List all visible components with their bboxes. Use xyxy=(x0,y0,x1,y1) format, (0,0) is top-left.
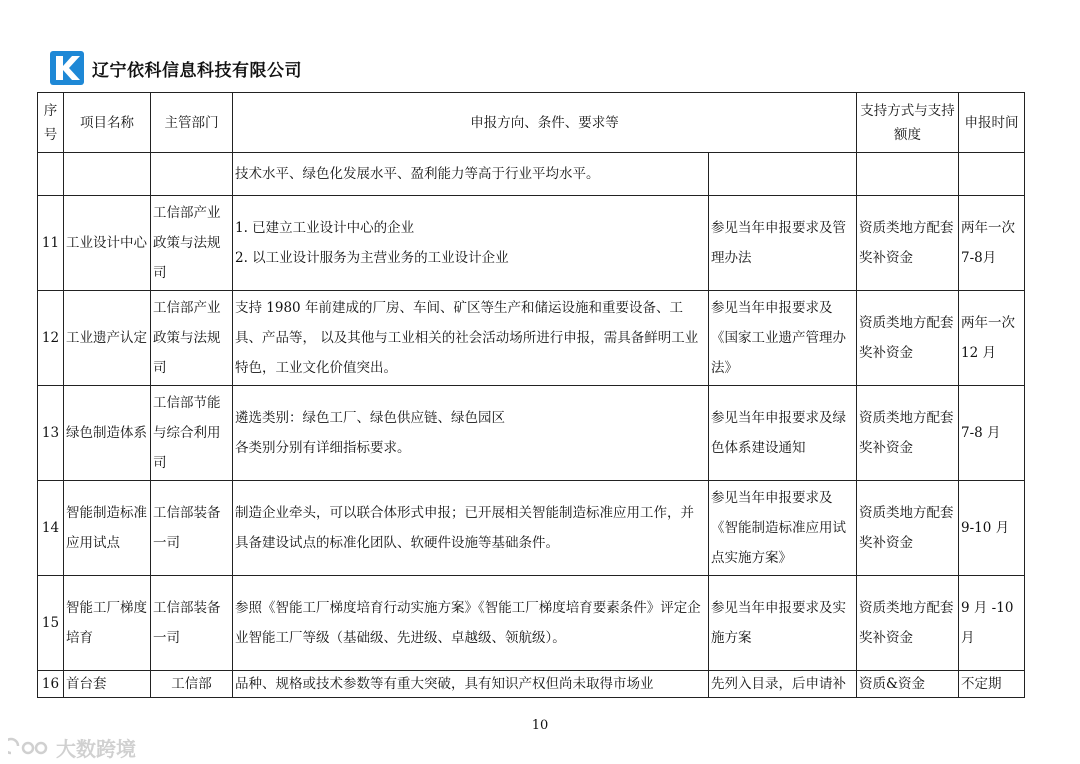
cell-requirements: 支持 1980 年前建成的厂房、车间、矿区等生产和储运设施和重要设备、工具、产品等， 以及其他与工业相关的社会活动场所进行申报，需具备鲜明工业特色，工业文化价值突出。 xyxy=(233,291,709,386)
cell-name: 工业遗产认定 xyxy=(64,291,151,386)
cell-name: 智能制造标准应用试点 xyxy=(64,481,151,576)
watermark-logo-icon xyxy=(8,737,52,759)
header-requirements: 申报方向、条件、要求等 xyxy=(233,93,857,153)
cell-support: 资质类地方配套奖补资金 xyxy=(857,196,959,291)
cell-seq: 13 xyxy=(38,386,64,481)
cell-basis: 先列入目录，后申请补 xyxy=(709,671,857,698)
cell-time: 7-8 月 xyxy=(959,386,1025,481)
requirement-line: 各类别分别有详细指标要求。 xyxy=(235,440,411,456)
header-name: 项目名称 xyxy=(64,93,151,153)
cell-basis: 参见当年申报要求及管理办法 xyxy=(709,196,857,291)
cell-name: 智能工厂梯度培育 xyxy=(64,576,151,671)
cell-requirements xyxy=(233,386,709,481)
cell-time: 两年一次12 月 xyxy=(959,291,1025,386)
cell-support: 资质类地方配套奖补资金 xyxy=(857,291,959,386)
cell-time: 两年一次7-8月 xyxy=(959,196,1025,291)
table-row xyxy=(38,196,1025,291)
cell-support: 资质类地方配套奖补资金 xyxy=(857,481,959,576)
table-row xyxy=(38,153,1025,196)
cell-support: 资质&资金 xyxy=(857,671,959,698)
header-dept: 主管部门 xyxy=(151,93,233,153)
header-seq: 序号 xyxy=(38,93,64,153)
cell-dept: 工信部产业政策与法规司 xyxy=(151,196,233,291)
cell-dept: 工信部产业政策与法规司 xyxy=(151,291,233,386)
cell-name: 工业设计中心 xyxy=(64,196,151,291)
header-support: 支持方式与支持额度 xyxy=(857,93,959,153)
cell-seq: 15 xyxy=(38,576,64,671)
cell-basis: 参见当年申报要求及《智能制造标准应用试点实施方案》 xyxy=(709,481,857,576)
cell-basis: 参见当年申报要求及《国家工业遗产管理办法》 xyxy=(709,291,857,386)
cell-seq: 16 xyxy=(38,671,64,698)
project-table xyxy=(37,92,1025,698)
cell-time: 不定期 xyxy=(959,671,1025,698)
cell-name: 绿色制造体系 xyxy=(64,386,151,481)
cell-time: 9 月 -10 月 xyxy=(959,576,1025,671)
table-row xyxy=(38,481,1025,576)
cell-dept: 工信部装备一司 xyxy=(151,481,233,576)
company-logo-icon xyxy=(50,51,84,85)
requirement-line: 2. 以工业设计服务为主营业务的工业设计企业 xyxy=(235,250,509,266)
cell-requirements: 品种、规格或技术参数等有重大突破，具有知识产权但尚未取得市场业 xyxy=(233,671,709,698)
requirement-line: 1. 已建立工业设计中心的企业 xyxy=(235,220,415,236)
cell-name: 首台套 xyxy=(64,671,151,698)
cell-basis: 参见当年申报要求及实施方案 xyxy=(709,576,857,671)
requirement-line: 遴选类别：绿色工厂、绿色供应链、绿色园区 xyxy=(235,410,505,426)
cell-requirements: 制造企业牵头，可以联合体形式申报；已开展相关智能制造标准应用工作，并具备建设试点的标准化团队、软硬件设施等基础条件。 xyxy=(233,481,709,576)
cell-support: 资质类地方配套奖补资金 xyxy=(857,386,959,481)
cell-requirements xyxy=(233,196,709,291)
table-row xyxy=(38,671,1025,698)
watermark-text: 大数跨境 xyxy=(56,737,136,761)
cell-seq: 14 xyxy=(38,481,64,576)
cell-requirements: 技术水平、绿色化发展水平、盈利能力等高于行业平均水平。 xyxy=(233,153,709,196)
table-row xyxy=(38,386,1025,481)
table-row xyxy=(38,576,1025,671)
cell-basis: 参见当年申报要求及绿色体系建设通知 xyxy=(709,386,857,481)
company-name: 辽宁依科信息科技有限公司 xyxy=(92,60,302,81)
cell-requirements: 参照《智能工厂梯度培育行动实施方案》《智能工厂梯度培育要素条件》评定企业智能工厂等级（基础级、先进级、卓越级、领航级）。 xyxy=(233,576,709,671)
table-row xyxy=(38,291,1025,386)
page-header xyxy=(50,49,302,87)
page-number: 10 xyxy=(531,718,549,733)
cell-dept: 工信部节能与综合利用司 xyxy=(151,386,233,481)
cell-time: 9-10 月 xyxy=(959,481,1025,576)
cell-seq: 12 xyxy=(38,291,64,386)
cell-dept: 工信部装备一司 xyxy=(151,576,233,671)
table-header-row xyxy=(38,93,1025,153)
watermark xyxy=(8,733,136,762)
cell-support: 资质类地方配套奖补资金 xyxy=(857,576,959,671)
cell-dept: 工信部 xyxy=(151,671,233,698)
header-time: 申报时间 xyxy=(959,93,1025,153)
cell-seq: 11 xyxy=(38,196,64,291)
